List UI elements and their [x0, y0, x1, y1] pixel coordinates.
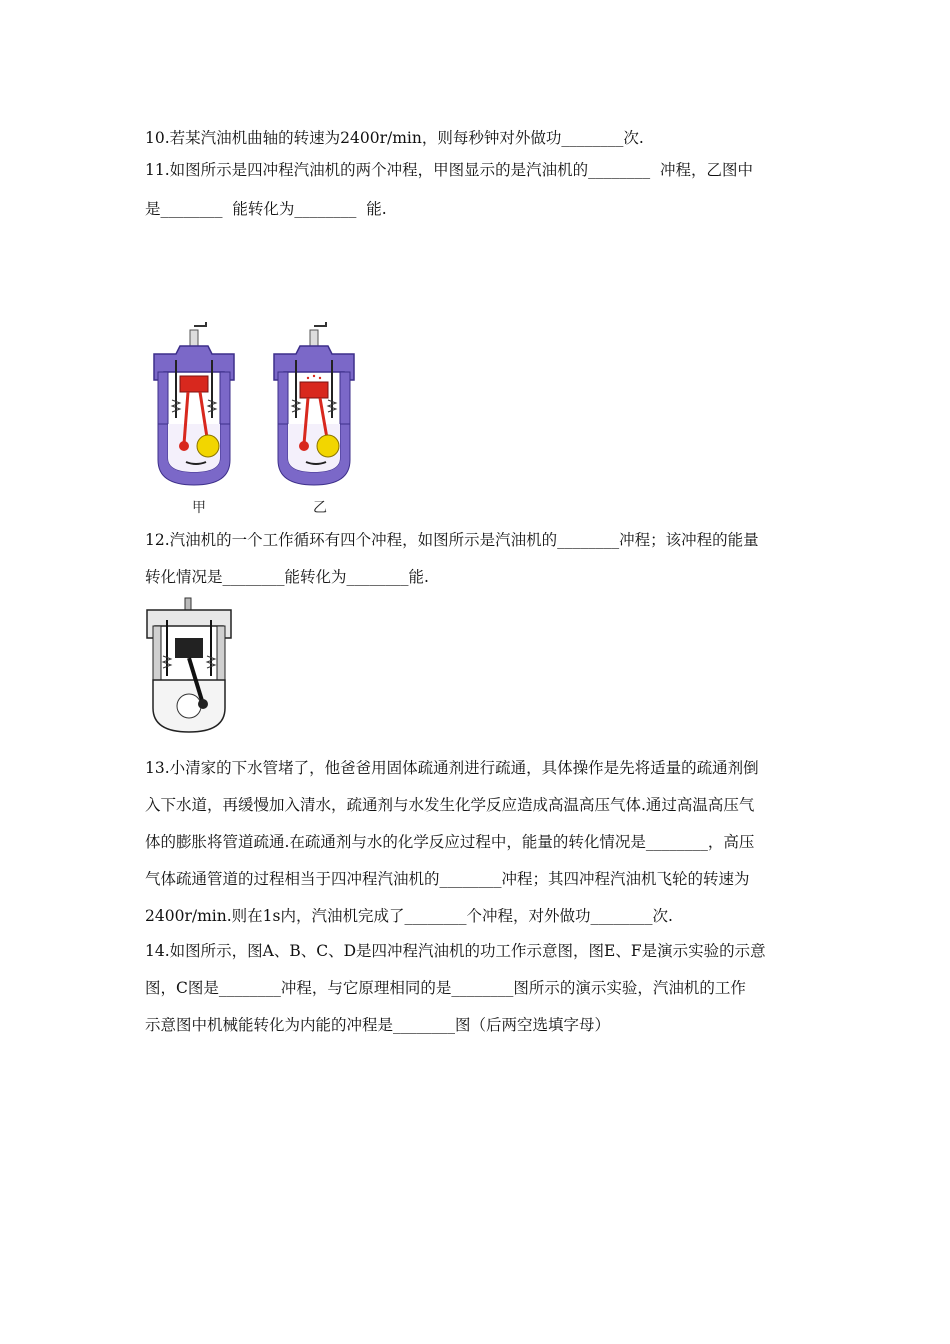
q12-text-line1: 12.汽油机的一个工作循环有四个冲程，如图所示是汽油机的________冲程；该冲程的能量 — [145, 531, 759, 549]
q13-text-line2: 入下水道，再缓慢加入清水，疏通剂与水发生化学反应造成高温高压气体.通过高温高压气 — [145, 796, 755, 814]
q14-text-line1: 14.如图所示，图A、B、C、D是四冲程汽油机的功工作示意图，图E、F是演示实验的示意 — [145, 942, 766, 960]
engine-diagram-yi — [268, 320, 360, 490]
q13-text-line5: 2400r/min.则在1s内，汽油机完成了________个冲程，对外做功________次. — [145, 907, 673, 925]
engine-diagram-grayscale — [145, 596, 237, 736]
q10-text: 10.若某汽油机曲轴的转速为2400r/min，则每秒钟对外做功________次. — [145, 129, 644, 147]
caption-yi: 乙 — [313, 500, 327, 516]
caption-jia: 甲 — [192, 500, 206, 516]
q14-text-line3: 示意图中机械能转化为内能的冲程是________图（后两空选填字母） — [145, 1016, 611, 1034]
q13-text-line1: 13.小清家的下水管堵了，他爸爸用固体疏通剂进行疏通，具体操作是先将适量的疏通剂倒 — [145, 759, 759, 777]
q12-text-line2: 转化情况是________能转化为________能. — [145, 568, 429, 586]
engine-diagram-jia — [148, 320, 240, 490]
q14-text-line2: 图，C图是________冲程，与它原理相同的是________图所示的演示实验，汽油机的工作 — [145, 979, 746, 997]
q13-text-line3: 体的膨胀将管道疏通.在疏通剂与水的化学反应过程中，能量的转化情况是________，高压 — [145, 833, 755, 851]
q13-text-line4: 气体疏通管道的过程相当于四冲程汽油机的________冲程；其四冲程汽油机飞轮的转速为 — [145, 870, 750, 888]
q11-text-line2: 是________ 能转化为________ 能. — [145, 200, 387, 218]
q11-text-line1: 11.如图所示是四冲程汽油机的两个冲程，甲图显示的是汽油机的________ 冲程，乙图中 — [145, 161, 754, 179]
